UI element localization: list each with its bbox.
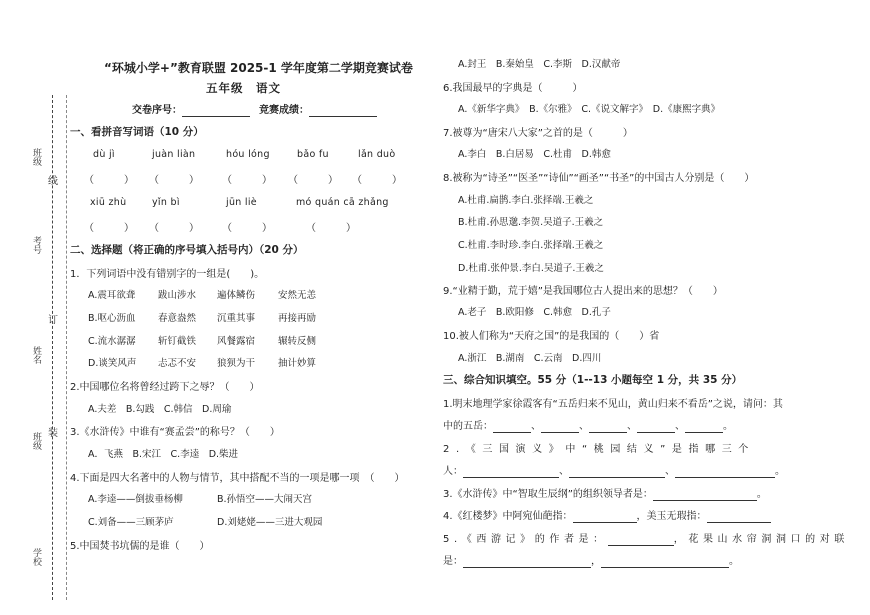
answer-box[interactable]: （ ）: [306, 223, 356, 234]
section1-heading: 一、看拼音写词语（10 分）: [70, 126, 204, 138]
q1-row-c-2: 斩钉截铁: [158, 336, 197, 347]
q1-row-a-1: A.震耳欲聋: [88, 290, 136, 301]
binding-char-bind: 装: [48, 428, 58, 439]
exam-subtitle: 五年级 语文: [206, 81, 281, 95]
s3-q5-label-b: ，花果山水帘洞洞口的对联: [673, 534, 849, 545]
side-label-school: 学校: [31, 548, 41, 566]
q1-row-d-1: D.谈笑风声: [88, 358, 137, 369]
pinyin-3: hóu lóng: [226, 149, 270, 160]
side-label-class: 班级: [31, 148, 41, 166]
answer-box[interactable]: （ ）: [352, 175, 402, 186]
q8-option-a: A.杜甫.扁鹊.李白.张择端.王羲之: [458, 195, 594, 206]
s3-q1-line2: 中的五岳： 、 、 、 、 。: [443, 421, 733, 432]
section3-heading: 三、综合知识填空。55 分（1--13 小题每空 1 分，共 35 分）: [443, 374, 743, 386]
answer-blank[interactable]: [707, 511, 771, 523]
pinyin-6: xiū zhù: [90, 197, 127, 208]
q1-row-b-4: 再接再励: [278, 313, 317, 324]
q1-row-a-4: 安然无恙: [278, 290, 317, 301]
s3-q5-line1: [443, 530, 849, 546]
answer-blank[interactable]: [463, 466, 559, 478]
answer-box[interactable]: （ ）: [149, 223, 199, 234]
answer-blank[interactable]: [608, 534, 674, 546]
binding-char-order: 订: [48, 315, 58, 326]
q8-option-b: B.杜甫.孙思邈.李贺.吴道子.王羲之: [458, 217, 604, 228]
s3-q2-line2: 人： 、 、 。: [443, 466, 785, 477]
answer-blank[interactable]: [675, 466, 775, 478]
binding-line-outer: [52, 95, 53, 600]
q2-stem: 2.中国哪位名将曾经过跨下之辱？（ ）: [70, 382, 260, 393]
answer-blank[interactable]: [463, 556, 591, 568]
q1-row-b-2: 春意盎然: [158, 313, 197, 324]
answer-blank[interactable]: [637, 421, 675, 433]
side-label-name: 姓名: [31, 346, 41, 364]
q1-row-d-3: 狼狈为干: [217, 358, 256, 369]
answer-box[interactable]: （ ）: [84, 223, 134, 234]
exam-no-field[interactable]: [132, 101, 250, 117]
binding-char-line: 线: [48, 176, 58, 187]
q6-options: A.《新华字典》 B.《尔雅》 C.《说文解字》 D.《康熙字典》: [458, 104, 721, 115]
side-label-exam-no: 考号: [31, 236, 41, 254]
pinyin-4: bǎo fu: [297, 149, 329, 160]
exam-title: “环城小学+”教育联盟 2025-1 学年度第二学期竞赛试卷: [104, 61, 413, 75]
answer-blank[interactable]: [493, 421, 531, 433]
answer-box[interactable]: （ ）: [222, 223, 272, 234]
section2-heading: 二、选择题（将正确的序号填入括号内）（20 分）: [70, 244, 304, 256]
q1-stem: 1．下列词语中没有错别字的一组是( )。: [70, 269, 265, 280]
q4-option-c: C.刘备——三顾茅庐: [88, 517, 174, 528]
s3-q5-label-a: 5.《西游记》的作者是：: [443, 534, 608, 545]
q1-row-d-2: 忐忑不安: [158, 358, 197, 369]
answer-blank[interactable]: [601, 556, 729, 568]
q7-stem: 7.被尊为“唐宋八大家”之首的是（ ）: [443, 128, 633, 139]
answer-box[interactable]: （ ）: [149, 175, 199, 186]
answer-blank[interactable]: [653, 489, 757, 501]
q1-row-b-3: 沉重其事: [217, 313, 256, 324]
pinyin-5: lǎn duò: [358, 149, 396, 160]
binding-line-inner: [66, 95, 67, 600]
exam-no-blank[interactable]: [182, 105, 250, 117]
s3-q4-label-b: ，美玉无瑕指：: [636, 511, 707, 522]
score-label: 竞赛成绩：: [259, 105, 309, 116]
q1-row-a-3: 遍体鳞伤: [217, 290, 256, 301]
exam-no-label: 交卷序号：: [132, 105, 182, 116]
s3-q3: 3.《水浒传》中“智取生辰纲”的组织领导者是： 。: [443, 489, 767, 500]
answer-box[interactable]: （ ）: [288, 175, 338, 186]
q8-stem: 8.被称为“诗圣”“医圣”“诗仙”“画圣”“书圣”的中国古人分别是（ ）: [443, 173, 755, 184]
q1-row-c-4: 辗转反侧: [278, 336, 317, 347]
q1-row-c-3: 风餐露宿: [217, 336, 256, 347]
q5-stem: 5.中国焚书坑儒的是谁（ ）: [70, 541, 210, 552]
s3-q5-line2: 是： ， 。: [443, 556, 739, 567]
answer-blank[interactable]: [589, 421, 627, 433]
q10-options: A.浙江 B.湖南 C.云南 D.四川: [458, 353, 602, 364]
pinyin-2: juàn liàn: [152, 149, 196, 160]
q9-options: A.老子 B.欧阳修 C.韩愈 D.孔子: [458, 307, 611, 318]
s3-q3-label: 3.《水浒传》中“智取生辰纲”的组织领导者是：: [443, 489, 653, 500]
q9-stem: 9.“业精于勤，荒于嬉”是我国哪位古人提出来的思想？（ ）: [443, 286, 723, 297]
q1-row-c-1: C.流水潺潺: [88, 336, 136, 347]
s3-q4-label-a: 4.《红楼梦》中阿宛仙葩指：: [443, 511, 573, 522]
q3-stem: 3.《水浒传》中谁有“赛孟尝”的称号？（ ）: [70, 427, 280, 438]
q8-option-c: C.杜甫.李时珍.李白.张择端.王羲之: [458, 240, 604, 251]
q3-options: A．飞燕 B.宋江 C.李逵 D.柴进: [88, 449, 239, 460]
answer-blank[interactable]: [569, 466, 665, 478]
pinyin-7: yǐn bì: [152, 197, 180, 208]
answer-blank[interactable]: [541, 421, 579, 433]
q8-option-d: D.杜甫.张仲景.李白.吴道子.王羲之: [458, 263, 604, 274]
q4-option-a: A.李逵——倒拔垂杨柳: [88, 494, 183, 505]
q2-options: A.夫差 B.勾践 C.韩信 D.周瑜: [88, 404, 232, 415]
s3-q5-label-c: 是：: [443, 556, 463, 567]
s3-q2-line1: 2.《三国演义》中“桃园结义”是指哪三个: [443, 444, 755, 455]
q1-row-d-4: 抽计妙算: [278, 358, 317, 369]
pinyin-9: mó quán cā zhǎng: [296, 197, 389, 208]
s3-q4: [443, 507, 771, 523]
q1-row-a-2: 跋山涉水: [158, 290, 197, 301]
q4-stem: 4.下面是四大名著中的人物与情节，其中搭配不当的一项是哪一项 （ ）: [70, 473, 405, 484]
answer-box[interactable]: （ ）: [222, 175, 272, 186]
q4-option-b: B.孙悟空——大闹天宫: [217, 494, 313, 505]
q10-stem: 10.被人们称为“天府之国”的是我国的（ ）省: [443, 331, 660, 342]
s3-q1-line1: 1.明末地理学家徐霞客有“五岳归来不见山，黄山归来不看岳”之说，请问：其: [443, 399, 783, 410]
answer-blank[interactable]: [685, 421, 723, 433]
s3-q1-label: 中的五岳：: [443, 421, 493, 432]
q6-stem: 6.我国最早的字典是（ ）: [443, 83, 583, 94]
answer-box[interactable]: （ ）: [84, 175, 134, 186]
q7-options: A.李白 B.白居易 C.杜甫 D.韩愈: [458, 149, 611, 160]
score-blank[interactable]: [309, 105, 377, 117]
q1-row-b-1: B.呕心沥血: [88, 313, 136, 324]
q4-option-d: D.刘姥姥——三进大观园: [217, 517, 323, 528]
answer-blank[interactable]: [573, 511, 637, 523]
pinyin-8: jūn liè: [226, 197, 257, 208]
q5-options: A.封王 B.秦始皇 C.李斯 D.汉献帝: [458, 59, 621, 70]
score-field[interactable]: [259, 101, 377, 117]
s3-q2-label: 人：: [443, 466, 463, 477]
side-label-class-2: 班级: [31, 432, 41, 450]
pinyin-1: dù jì: [93, 149, 115, 160]
